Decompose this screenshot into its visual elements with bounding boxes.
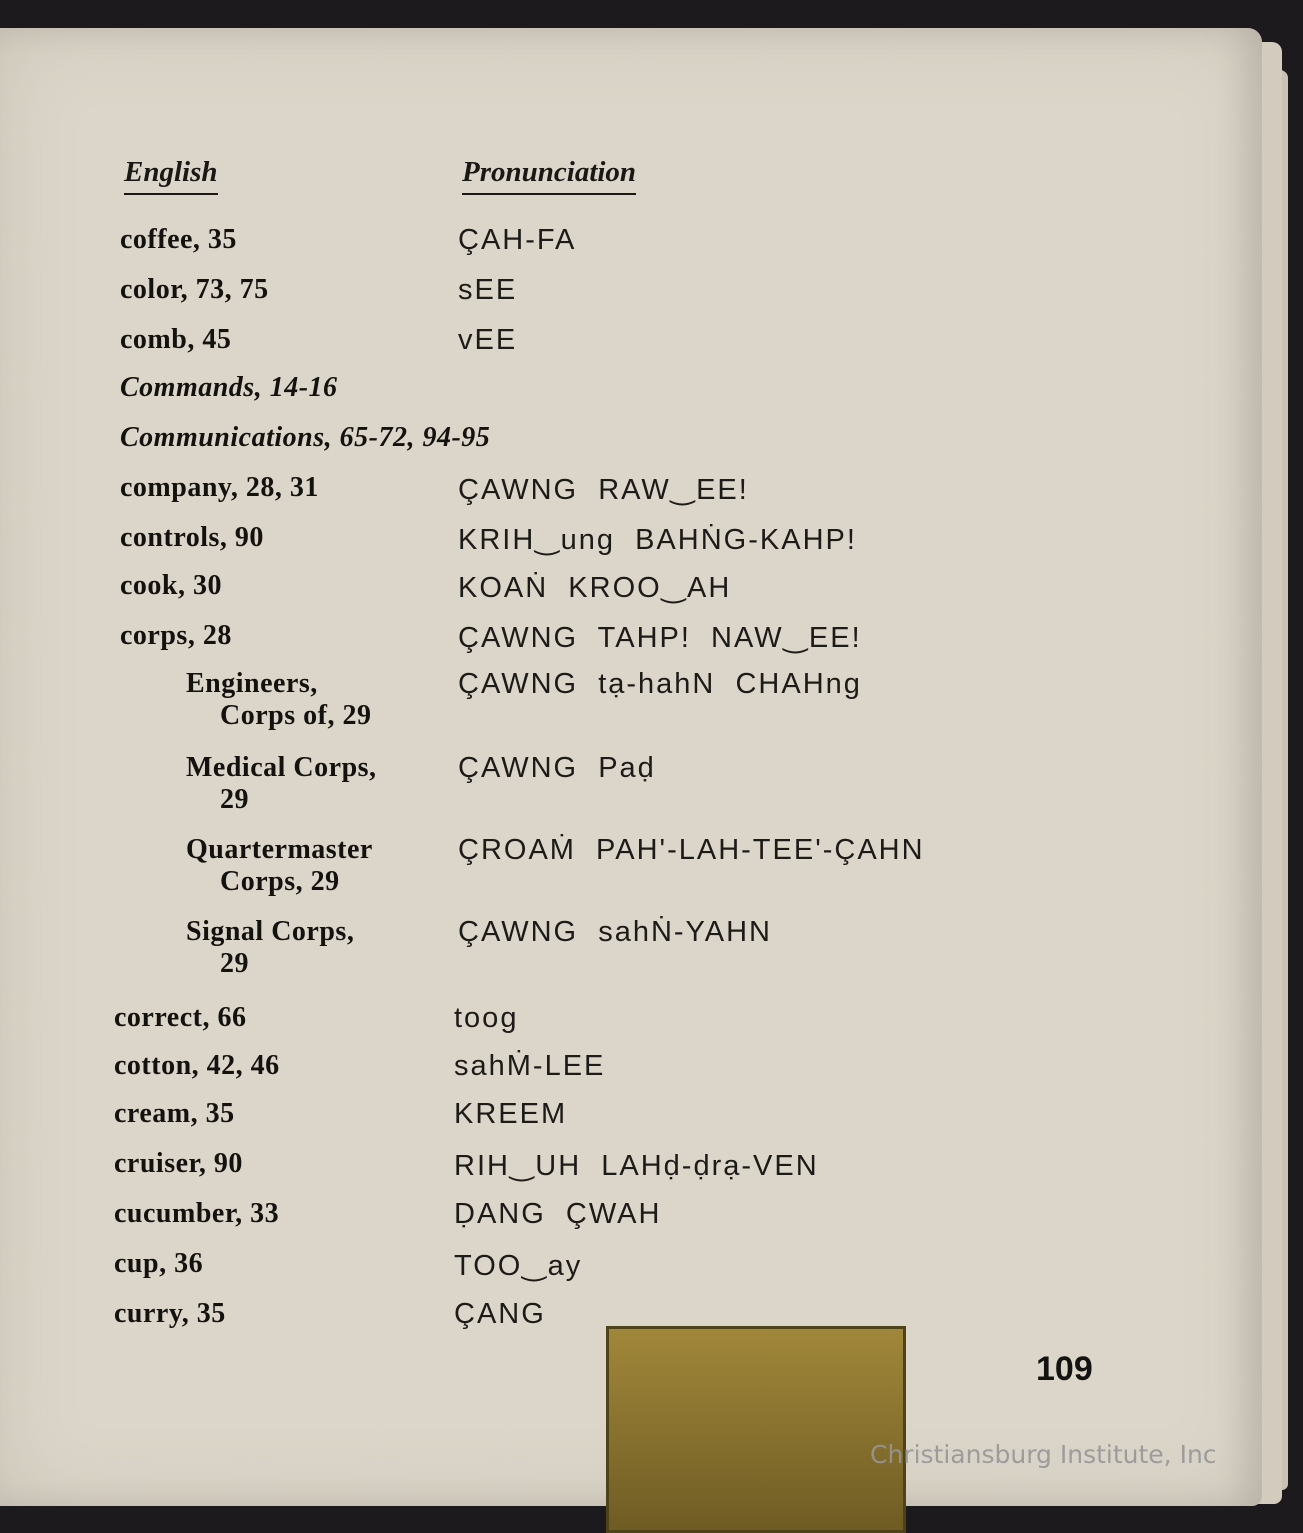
list-item <box>0 1148 1240 1194</box>
english-term: coffee, 35 <box>120 224 237 255</box>
english-term: controls, 90 <box>120 522 264 553</box>
pronunciation: RIH‿UH LAHḍ-ḍrạ-VEN <box>454 1150 819 1182</box>
pronunciation: ÇANG <box>454 1298 546 1330</box>
list-item <box>0 372 1240 418</box>
pronunciation: KREEM <box>454 1098 568 1130</box>
english-term: cruiser, 90 <box>114 1148 243 1179</box>
english-term-line2: Corps, 29 <box>220 866 340 897</box>
english-term: cucumber, 33 <box>114 1198 280 1229</box>
list-item <box>0 324 1240 370</box>
english-term: cream, 35 <box>114 1098 235 1129</box>
english-term: curry, 35 <box>114 1298 226 1329</box>
list-item <box>0 1098 1240 1144</box>
english-term: comb, 45 <box>120 324 232 355</box>
english-term-line2: Corps of, 29 <box>220 700 372 731</box>
pronunciation: ÇAWNG TAHP! NAW‿EE! <box>458 622 862 654</box>
pronunciation: ÇAWNG sahṄ-YAHN <box>458 916 772 948</box>
list-item <box>0 620 1240 666</box>
pronunciation-header: Pronunciation <box>462 156 636 195</box>
english-term-line1: Engineers, <box>186 668 318 699</box>
english-term: cook, 30 <box>120 570 222 601</box>
list-item <box>0 522 1240 568</box>
english-term-line1: Quartermaster <box>186 834 373 865</box>
english-term: company, 28, 31 <box>120 472 319 503</box>
list-item <box>0 472 1240 518</box>
english-term <box>186 668 371 732</box>
pronunciation: sahṀ-LEE <box>454 1050 606 1082</box>
english-term <box>186 834 373 898</box>
pronunciation: ÇAWNG Paḍ <box>458 752 656 784</box>
pronunciation: ÇAWNG tạ-hahN CHAHng <box>458 668 862 700</box>
pronunciation: toog <box>454 1002 519 1034</box>
list-item <box>0 1248 1240 1294</box>
english-term <box>186 916 354 980</box>
english-term <box>186 752 377 816</box>
list-item <box>0 1050 1240 1096</box>
list-item <box>0 916 1240 986</box>
english-term-line2: 29 <box>220 948 249 979</box>
english-term: color, 73, 75 <box>120 274 269 305</box>
english-term: cup, 36 <box>114 1248 204 1279</box>
list-item <box>0 1198 1240 1244</box>
pronunciation: TOO‿ay <box>454 1250 583 1282</box>
watermark: Christiansburg Institute, Inc <box>870 1440 1217 1469</box>
list-item <box>0 668 1240 738</box>
english-term: Communications, 65-72, 94-95 <box>120 422 491 453</box>
english-term: Commands, 14-16 <box>120 372 338 403</box>
english-term: cotton, 42, 46 <box>114 1050 280 1081</box>
brass-clip <box>606 1326 906 1533</box>
list-item <box>0 224 1240 270</box>
english-header: English <box>124 156 218 195</box>
pronunciation: ÇAH-FA <box>458 224 577 256</box>
english-term-line1: Medical Corps, <box>186 752 377 783</box>
english-term: correct, 66 <box>114 1002 247 1033</box>
list-item <box>0 752 1240 822</box>
pronunciation: sEE <box>458 274 518 306</box>
list-item <box>0 570 1240 616</box>
english-term: corps, 28 <box>120 620 232 651</box>
list-item <box>0 834 1240 904</box>
pronunciation: vEE <box>458 324 518 356</box>
english-term-line1: Signal Corps, <box>186 916 355 947</box>
list-item <box>0 1002 1240 1048</box>
pronunciation: KOAṄ KROO‿AH <box>458 572 732 604</box>
page-number: 109 <box>1036 1350 1093 1388</box>
pronunciation: ḌANG ÇWAH <box>454 1198 662 1230</box>
pronunciation: KRIH‿ung BAHṄG-KAHP! <box>458 524 857 556</box>
pronunciation: ÇAWNG RAW‿EE! <box>458 474 749 506</box>
pronunciation: ÇROAṀ PAH'-LAH-TEE'-ÇAHN <box>458 834 925 866</box>
english-term-line2: 29 <box>220 784 249 815</box>
list-item <box>0 422 1240 468</box>
list-item <box>0 274 1240 320</box>
